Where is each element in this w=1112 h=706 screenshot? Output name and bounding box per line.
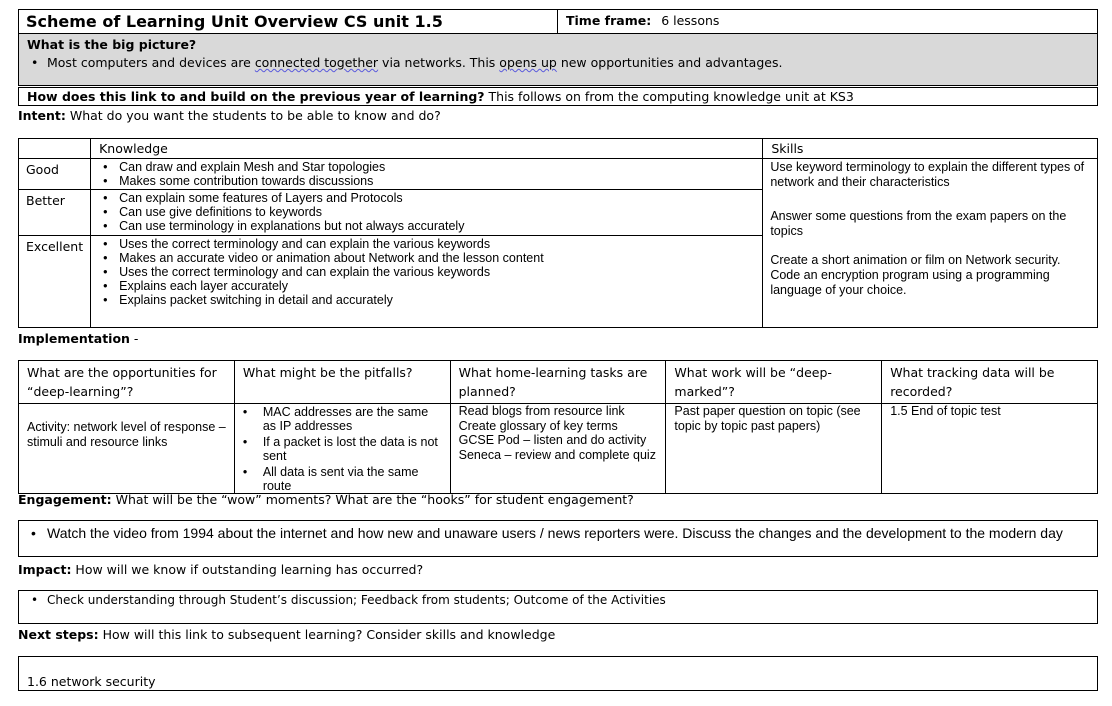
intent-table [18, 138, 1098, 328]
big-picture-text-4: opens up [499, 55, 557, 70]
big-picture-text-5: new opportunities and advantages. [556, 55, 783, 70]
impact-box [18, 590, 1098, 624]
deep-marked-cell [666, 404, 882, 494]
intent-corner-cell [19, 139, 91, 159]
home-learning-item: Seneca – review and complete quiz [458, 447, 656, 462]
level-excellent: Excellent [19, 236, 91, 328]
timeframe-label: Time frame: [566, 13, 652, 28]
skill-item: Code an encryption program using a programming language of your choice. [770, 268, 1050, 297]
previous-learning-text: This follows on from the computing knowledge unit at KS3 [484, 89, 854, 104]
knowledge-item: • Uses the correct terminology and can explain the various keywords [99, 237, 754, 251]
knowledge-item: • Can explain some features of Layers and Protocols [99, 191, 754, 205]
knowledge-item: • Can use give definitions to keywords [99, 205, 754, 219]
header-home-learning: What home-learning tasks are planned? [450, 361, 666, 404]
deep-marked-text: Past paper question on topic (see topic by topic past papers) [674, 404, 861, 433]
timeframe-value: 6 lessons [661, 13, 720, 28]
impact-question: How will we know if outstanding learning has occurred? [71, 562, 424, 577]
knowledge-better-cell [91, 190, 763, 236]
intent-line [18, 108, 1098, 123]
knowledge-header: Knowledge [91, 139, 763, 159]
next-steps-line [18, 627, 555, 642]
header-deep-learning: What are the opportunities for “deep-learning”? [19, 361, 235, 404]
implementation-label: Implementation [18, 331, 130, 346]
engagement-question: What will be the “wow” moments? What are the “hooks” for student engagement? [111, 492, 634, 507]
knowledge-item: • Can draw and explain Mesh and Star topologies [99, 160, 754, 174]
knowledge-item: • Explains packet switching in detail and accurately [99, 293, 754, 307]
big-picture-box [18, 33, 1098, 86]
home-learning-item: Create glossary of key terms [458, 418, 618, 433]
big-picture-text-2: connected together [254, 55, 379, 70]
deep-learning-text: Activity: network level of response – stimuli and resource links [27, 420, 226, 449]
title-box [18, 9, 558, 34]
skills-cell [763, 159, 1098, 328]
level-good: Good [19, 159, 91, 190]
big-picture-text-1: Most computers and devices are [47, 55, 255, 70]
header-pitfalls: What might be the pitfalls? [234, 361, 450, 404]
engagement-box [18, 520, 1098, 557]
header-tracking: What tracking data will be recorded? [882, 361, 1098, 404]
deep-learning-cell [19, 404, 235, 494]
previous-learning-box [18, 87, 1098, 106]
next-steps-text: 1.6 network security [27, 674, 156, 689]
header-deep-marked: What work will be “deep-marked”? [666, 361, 882, 404]
knowledge-item: • Makes an accurate video or animation about Network and the lesson content [99, 251, 754, 265]
impact-bullet: • Check understanding through Student’s discussion; Feedback from students; Outcome of the Activities [27, 593, 1089, 607]
knowledge-item: • Explains each layer accurately [99, 279, 754, 293]
big-picture-bullet [27, 55, 1089, 70]
knowledge-item: • Can use terminology in explanations but not always accurately [99, 219, 754, 233]
skill-item: Create a short animation or film on Network security. [770, 253, 1061, 267]
tracking-text: 1.5 End of topic test [890, 404, 1001, 418]
pitfall-item: • All data is sent via the same route [239, 465, 442, 493]
intent-question: What do you want the students to be able to know and do? [65, 108, 441, 123]
home-learning-cell [450, 404, 666, 494]
level-better: Better [19, 190, 91, 236]
home-learning-item: Read blogs from resource link [458, 404, 625, 418]
skill-item: Answer some questions from the exam papers on the topics [770, 209, 1067, 238]
pitfall-item: • If a packet is lost the data is not sent [239, 435, 442, 463]
next-steps-label: Next steps: [18, 627, 99, 642]
big-picture-text-3: via networks. This [378, 55, 500, 70]
pitfall-item: • MAC addresses are the same as IP addresses [239, 405, 442, 433]
engagement-line [18, 492, 634, 507]
knowledge-excellent-cell [91, 236, 763, 328]
impact-line [18, 562, 423, 577]
skills-header: Skills [763, 139, 1098, 159]
impact-label: Impact: [18, 562, 72, 577]
implementation-suffix: - [129, 331, 139, 346]
knowledge-item: • Uses the correct terminology and can explain the various keywords [99, 265, 754, 279]
next-steps-question: How will this link to subsequent learning? Consider skills and knowledge [98, 627, 556, 642]
implementation-line [18, 331, 138, 346]
home-learning-item: GCSE Pod – listen and do activity [458, 433, 647, 447]
previous-learning-heading: How does this link to and build on the previous year of learning? [27, 89, 485, 104]
document-title: Scheme of Learning Unit Overview CS unit 1.5 [26, 12, 443, 31]
tracking-cell [882, 404, 1098, 494]
next-steps-box [18, 656, 1098, 691]
timeframe-box [557, 9, 1098, 34]
engagement-bullet: • Watch the video from 1994 about the internet and how new and unaware users / news reporters were. Discuss the changes and the development to the modern day [27, 525, 1089, 541]
knowledge-item: • Makes some contribution towards discussions [99, 174, 754, 188]
pitfalls-cell [234, 404, 450, 494]
implementation-table [18, 360, 1098, 494]
engagement-label: Engagement: [18, 492, 112, 507]
knowledge-good-cell [91, 159, 763, 190]
skill-item: Use keyword terminology to explain the different types of network and their characteristics [770, 160, 1085, 189]
intent-label: Intent: [18, 108, 66, 123]
big-picture-heading: What is the big picture? [27, 37, 197, 52]
